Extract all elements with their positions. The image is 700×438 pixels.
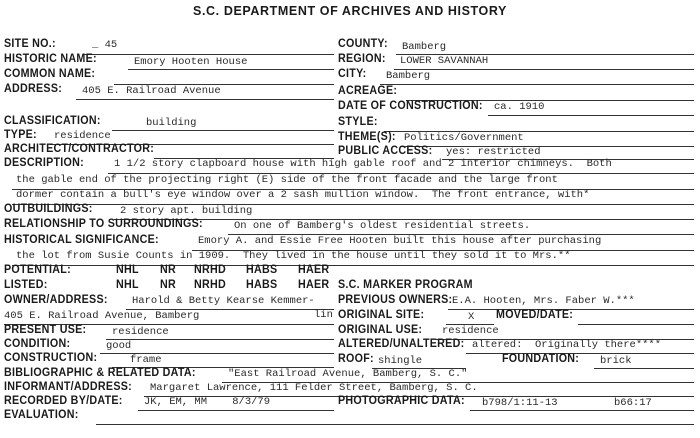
historical-significance-rule-2	[12, 265, 694, 266]
relationship-label: RELATIONSHIP TO SURROUNDINGS:	[4, 218, 203, 230]
date-of-construction-label: DATE OF CONSTRUCTION:	[338, 100, 483, 112]
owner-address-label: OWNER/ADDRESS:	[4, 294, 108, 306]
potential-option-nrhd: NRHD	[194, 264, 227, 276]
type-value: residence	[54, 130, 111, 142]
address-rule	[76, 99, 334, 100]
themes-label: THEME(S):	[338, 131, 396, 143]
historic-name-label: HISTORIC NAME:	[4, 53, 97, 65]
listed-option-haer: HAER	[298, 279, 330, 291]
form-title: S.C. DEPARTMENT OF ARCHIVES AND HISTORY	[193, 4, 507, 18]
foundation-rule	[594, 368, 694, 369]
moved-date-label: MOVED/DATE:	[496, 309, 574, 321]
site-no-value: _ 45	[92, 39, 118, 51]
foundation-label: FOUNDATION:	[502, 353, 580, 365]
city-value: Bamberg	[386, 70, 431, 82]
potential-option-nr: NR	[160, 264, 177, 276]
relationship-value: On one of Bamberg's oldest residential streets.	[234, 220, 531, 232]
description-line-3: dormer contain a bull's eye window over a 2 sash mullion window. The front entrance, with*	[16, 189, 590, 201]
style-label: STYLE:	[338, 116, 378, 128]
bibliographic-value: "East Railroad Avenue, Bamberg, S. C."	[228, 368, 468, 380]
bibliographic-label: BIBLIOGRAPHIC & RELATED DATA:	[4, 367, 196, 379]
county-label: COUNTY:	[338, 38, 388, 50]
site-no-label: SITE NO.:	[4, 38, 56, 50]
informant-label: INFORMANT/ADDRESS:	[4, 381, 133, 393]
roof-value: shingle	[378, 355, 423, 367]
region-value: LOWER SAVANNAH	[400, 55, 489, 67]
moved-date-rule	[578, 324, 694, 325]
address-label: ADDRESS:	[4, 83, 63, 95]
altered-label: ALTERED/UNALTERED:	[338, 338, 465, 350]
classification-value: building	[146, 117, 197, 129]
original-site-label: ORIGINAL SITE:	[338, 309, 425, 321]
potential-option-habs: HABS	[246, 264, 278, 276]
potential-option-nhl: NHL	[116, 264, 139, 276]
historical-significance-label: HISTORICAL SIGNIFICANCE:	[4, 234, 159, 246]
address-value: 405 E. Railroad Avenue	[82, 85, 221, 97]
foundation-value: brick	[600, 355, 632, 367]
region-rule	[394, 69, 694, 70]
description-label: DESCRIPTION:	[4, 157, 85, 169]
previous-owners-value: E.A. Hooten, Mrs. Faber W.***	[452, 295, 635, 307]
original-use-label: ORIGINAL USE:	[338, 324, 423, 336]
photographic-value-2: b66:17	[614, 397, 652, 409]
listed-option-nhl: NHL	[116, 279, 139, 291]
description-rule-3	[12, 204, 694, 205]
architect-label: ARCHITECT/CONTRACTOR:	[4, 143, 155, 155]
present-use-rule	[106, 339, 334, 340]
potential-option-haer: HAER	[298, 264, 330, 276]
county-value: Bamberg	[402, 41, 447, 53]
previous-owners-label: PREVIOUS OWNERS:	[338, 294, 453, 306]
present-use-label: PRESENT USE:	[4, 324, 87, 336]
photographic-rule	[470, 410, 694, 411]
original-site-value: X	[468, 311, 475, 323]
city-label: CITY:	[338, 68, 367, 80]
condition-value: good	[106, 340, 132, 352]
recorded-by-rule	[138, 410, 334, 411]
city-rule	[380, 84, 694, 85]
site-no-rule	[84, 54, 334, 55]
altered-value: altered: Originally there****	[472, 339, 662, 351]
construction-label: CONSTRUCTION:	[4, 352, 98, 364]
informant-value: Margaret Lawrence, 111 Felder Street, Bamberg, S. C.	[150, 382, 478, 394]
description-line-1: 1 1/2 story clapboard house with high gable roof and 2 interior chimneys. Both	[114, 158, 612, 170]
roof-label: ROOF:	[338, 353, 374, 365]
classification-rule	[112, 130, 334, 131]
evaluation-label: EVALUATION:	[4, 409, 79, 421]
recorded-by-value: JK, EM, MM 8/3/79	[144, 396, 271, 408]
date-of-construction-rule	[488, 115, 694, 116]
historical-significance-line-2: the lot from Susie Counts in 1909. They lived in the house until they sold it to Mrs.**	[16, 250, 571, 262]
public-access-value: yes: restricted	[446, 146, 541, 158]
listed-option-nr: NR	[160, 279, 177, 291]
photographic-label: PHOTOGRAPHIC DATA:	[338, 395, 465, 407]
historic-name-value: Emory Hooten House	[134, 56, 248, 68]
evaluation-rule	[96, 424, 694, 425]
description-line-2: the gable end of the projecting right (E) side of the front facade and the large front	[16, 174, 558, 186]
classification-label: CLASSIFICATION:	[4, 115, 101, 127]
type-label: TYPE:	[4, 129, 37, 141]
historic-name-rule	[128, 69, 334, 70]
public-access-label: PUBLIC ACCESS:	[338, 145, 433, 157]
common-name-label: COMMON NAME:	[4, 68, 96, 80]
recorded-by-label: RECORDED BY/DATE:	[4, 395, 123, 407]
original-use-value: residence	[442, 325, 499, 337]
marker-program-label: S.C. MARKER PROGRAM	[338, 279, 473, 291]
potential-label: POTENTIAL:	[4, 264, 71, 276]
listed-option-habs: HABS	[246, 279, 278, 291]
owner-address-line-1: Harold & Betty Kearse Kemmer-	[132, 295, 315, 307]
owner-address-line-2-tail: lin	[314, 309, 333, 321]
historical-significance-line-1: Emory A. and Essie Free Hooten built this house after purchasing	[198, 235, 602, 247]
construction-value: frame	[130, 354, 162, 366]
owner-address-line-2: 405 E. Railroad Avenue, Bamberg	[4, 310, 200, 322]
listed-option-nrhd: NRHD	[194, 279, 227, 291]
condition-label: CONDITION:	[4, 338, 71, 350]
acreage-label: ACREAGE:	[338, 85, 398, 97]
outbuildings-value: 2 story apt. building	[120, 205, 253, 217]
present-use-value: residence	[112, 326, 169, 338]
photographic-value-1: b798/1:11-13	[482, 397, 558, 409]
altered-rule	[466, 353, 694, 354]
region-label: REGION:	[338, 53, 386, 65]
themes-value: Politics/Government	[404, 132, 524, 144]
outbuildings-label: OUTBUILDINGS:	[4, 203, 93, 215]
themes-rule	[400, 146, 694, 147]
date-of-construction-value: ca. 1910	[494, 101, 545, 113]
listed-label: LISTED:	[4, 279, 48, 291]
